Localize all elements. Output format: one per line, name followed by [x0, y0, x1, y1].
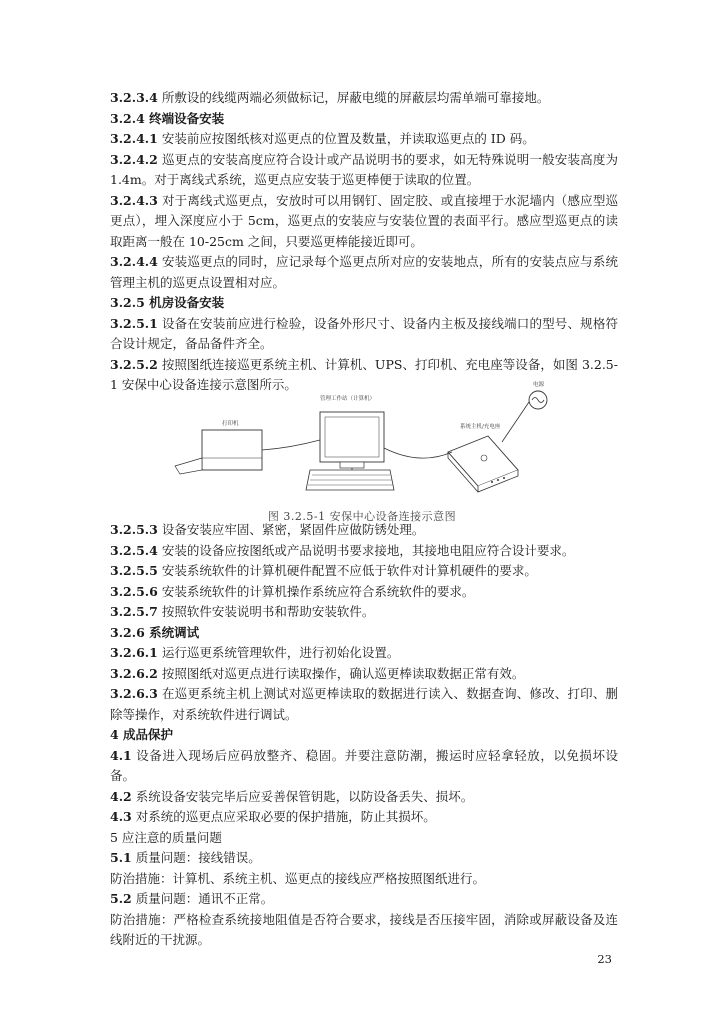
paragraph: [110, 582, 618, 603]
figure-caption: 图 3.2.5-1 安保中心设备连接示意图: [267, 510, 457, 523]
paragraph-text: 对于离线式巡更点，安放时可以用钢钉、固定胶、或直接埋于水泥墙内（感应型巡更点），埋入深度应小于 5cm，巡更点的安装应与安装位置的表面平行。感应型巡更点的读取距离一般在 10-25cm 之间，只要巡更棒能接近即可。: [110, 192, 618, 249]
section-number: 5.1: [110, 850, 132, 865]
section-number: 3.2.5.7: [110, 604, 158, 619]
section-number: 3.2.4.3: [110, 192, 158, 208]
section-number: 3.2.3.4: [110, 90, 158, 105]
section-number: 3.2.4: [110, 110, 145, 126]
paragraph: [110, 314, 618, 355]
paragraph: [110, 664, 618, 685]
paragraph: [110, 684, 618, 725]
paragraph: [110, 150, 618, 191]
paragraph-text: 巡更点的安装高度应符合设计或产品说明书的要求，如无特殊说明一般安装高度为 1.4m。对于离线式系统，巡更点应安装于巡更棒便于读取的位置。: [110, 151, 618, 187]
paragraph: [110, 725, 618, 746]
paragraph: [110, 910, 618, 951]
printer-icon: [175, 430, 262, 474]
paragraph: [110, 828, 618, 849]
paragraph-text: 5 应注意的质量问题: [110, 829, 222, 845]
paragraph: [110, 746, 618, 787]
section-heading: 成品保护: [118, 727, 174, 742]
paragraph: [110, 109, 618, 130]
workstation-monitor-icon: [320, 412, 384, 468]
section-number: 4.2: [110, 788, 132, 804]
paragraph-text: 质量问题：接线错误。: [131, 850, 261, 865]
paragraph-text: 按照图纸连接巡更系统主机、计算机、UPS、打印机、充电座等设备，如图 3.2.5-1 安保中心设备连接示意图所示。: [110, 356, 618, 392]
paragraph-text: 按照软件安装说明书和帮助安装软件。: [157, 604, 375, 619]
paragraph: [110, 623, 618, 644]
paragraph: [110, 807, 618, 828]
paragraph: [110, 848, 618, 869]
keyboard-icon: [306, 470, 394, 490]
paragraph: [110, 889, 618, 910]
paragraph-text: 所敷设的线缆两端必须做标记，屏蔽电缆的屏蔽层均需单端可靠接地。: [157, 90, 550, 105]
paragraph-text: 安装前应按图纸核对巡更点的位置及数量，并读取巡更点的 ID 码。: [157, 131, 535, 146]
paragraph-text: 安装的设备应按图纸或产品说明书要求接地，其接地电阻应符合设计要求。: [157, 542, 575, 558]
label-workstation: 管理工作站（计算机）: [320, 396, 376, 402]
paragraph: [110, 252, 618, 293]
section-heading: 机房设备安装: [144, 295, 225, 310]
paragraph-text: 按照图纸对巡更点进行读取操作，确认巡更棒读取数据正常有效。: [157, 665, 525, 681]
paragraph-text: 防治措施：计算机、系统主机、巡更点的接线应严格按照图纸进行。: [110, 870, 486, 886]
section-number: 3.2.4.4: [110, 254, 158, 269]
label-power: 电源: [533, 382, 545, 388]
paragraph-text: 设备安装应牢固、紧密，紧固件应做防锈处理。: [157, 522, 425, 537]
paragraph: [110, 520, 618, 541]
section-number: 4: [110, 727, 119, 742]
paragraph-text: 安装系统软件的计算机硬件配置不应低于软件对计算机硬件的要求。: [157, 563, 537, 578]
power-source-icon: [529, 391, 547, 409]
label-printer: 打印机: [222, 421, 239, 427]
section-number: 3.2.4.1: [110, 131, 158, 146]
paragraph-text: 设备进入现场后应码放整齐、稳固。并要注意防潮，搬运时应轻拿轻放，以免损坏设备。: [110, 747, 618, 783]
paragraph-text: 系统设备安装完毕后应妥善保管钥匙，以防设备丢失、损坏。: [131, 788, 474, 804]
paragraph-text: 对系统的巡更点应采取必要的保护措施，防止其损坏。: [131, 809, 436, 824]
paragraph-text: 设备在安装前应进行检验，设备外形尺寸、设备内主板及接线端口的型号、规格符合设计规定，备品备件齐全。: [110, 315, 618, 351]
section-number: 5.2: [110, 891, 132, 906]
paragraph-text: 运行巡更系统管理软件，进行初始化设置。: [157, 645, 400, 660]
section-number: 3.2.5.2: [110, 356, 158, 372]
paragraph: [110, 787, 618, 808]
paragraph: [110, 129, 618, 150]
equipment-connection-diagram: [170, 378, 560, 500]
section-number: 3.2.4.2: [110, 151, 158, 167]
section-number: 3.2.5.3: [110, 522, 158, 537]
section-number: 3.2.5.6: [110, 583, 158, 599]
section-number: 3.2.6.1: [110, 645, 158, 660]
section-number: 3.2.5.5: [110, 563, 158, 578]
section-number: 4.3: [110, 809, 132, 824]
section-number: 3.2.5: [110, 295, 145, 310]
paragraph: [110, 541, 618, 562]
section-heading: 终端设备安装: [144, 110, 225, 126]
section-number: 3.2.6.2: [110, 665, 158, 681]
section-heading: 系统调试: [144, 624, 200, 640]
body-text-bottom: [110, 520, 618, 951]
paragraph-text: 在巡更系统主机上测试对巡更棒读取的数据进行读入、数据查询、修改、打印、删除等操作，对系统软件进行调试。: [110, 686, 618, 722]
paragraph-text: 安装系统软件的计算机操作系统应符合系统软件的要求。: [157, 583, 475, 599]
paragraph: [110, 88, 618, 109]
section-number: 3.2.6.3: [110, 686, 158, 701]
section-number: 4.1: [110, 747, 132, 763]
paragraph: [110, 643, 618, 664]
paragraph: [110, 293, 618, 314]
paragraph-text: 防治措施：严格检查系统接地阻值是否符合要求，接线是否压接牢固，消除或屏蔽设备及连线附近的干扰源。: [110, 911, 618, 947]
paragraph-text: 安装巡更点的同时，应记录每个巡更点所对应的安装地点，所有的安装点应与系统管理主机的巡更点设置相对应。: [110, 254, 618, 290]
paragraph: [110, 869, 618, 890]
paragraph-text: 质量问题：通讯不正常。: [131, 891, 274, 906]
section-number: 3.2.6: [110, 624, 145, 640]
paragraph: [110, 602, 618, 623]
system-host-icon: [448, 436, 518, 492]
paragraph: [110, 561, 618, 582]
paragraph: [110, 191, 618, 253]
section-number: 3.2.5.4: [110, 542, 158, 558]
label-host: 系统主机/充电座: [460, 424, 501, 430]
diagram-svg: [170, 378, 560, 500]
body-text-top: [110, 88, 618, 396]
section-number: 3.2.5.1: [110, 315, 158, 331]
page-number: 23: [597, 952, 612, 966]
